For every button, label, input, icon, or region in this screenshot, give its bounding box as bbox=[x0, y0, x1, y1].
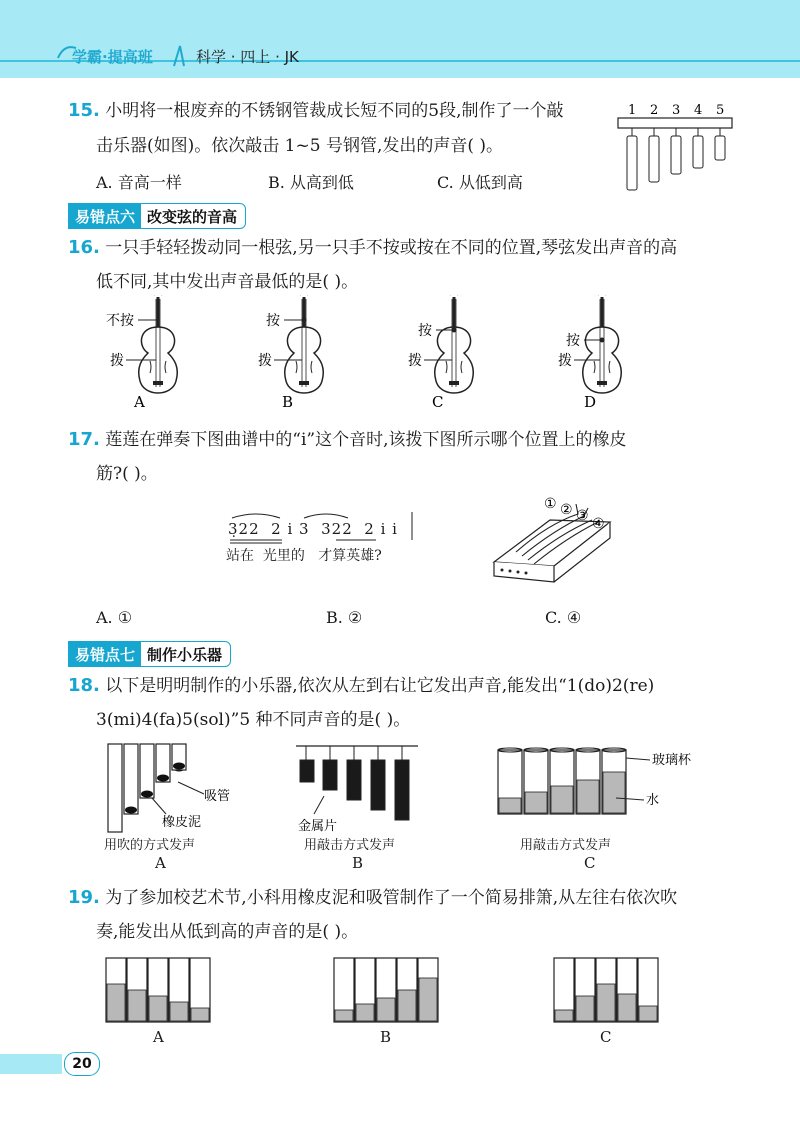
q18-c-water-label: 水 bbox=[646, 793, 660, 808]
q19-panpipe-c bbox=[554, 958, 658, 1022]
page-number: 20 bbox=[64, 1052, 100, 1076]
section7-tag: 易错点七 bbox=[69, 642, 141, 666]
q18-straw-instrument bbox=[100, 738, 230, 838]
q15-text1: 小明将一根废弃的不锈钢管裁成长短不同的5段,制作了一个敲 bbox=[105, 101, 564, 121]
q17-score-lyrics: 站在 光里的 才算英雄? bbox=[226, 548, 382, 564]
q19-text2: 奏,能发出从低到高的声音的是( )。 bbox=[96, 922, 359, 942]
subject-label: 科学 · 四上 · JK bbox=[196, 48, 299, 66]
q16-text2: 低不同,其中发出声音最低的是( )。 bbox=[96, 272, 359, 292]
q19-number: 19. bbox=[68, 887, 100, 908]
q16-violin-figures bbox=[96, 295, 716, 415]
q17-option-b[interactable]: B. ② bbox=[326, 608, 363, 627]
violin-a-top-label: 不按 bbox=[106, 313, 134, 329]
section6-heading bbox=[68, 203, 246, 229]
q18-a-caption: 用吹的方式发声 bbox=[104, 838, 196, 853]
q19-line1 bbox=[68, 888, 677, 908]
brand-title: 学霸·提高班 bbox=[72, 48, 153, 66]
q19-text1: 为了参加校艺术节,小科用橡皮泥和吸管制作了一个简易排箫,从左往右依次吹 bbox=[105, 888, 678, 908]
box-label-3: ③ bbox=[576, 508, 589, 524]
q19-panpipe-a bbox=[106, 958, 210, 1022]
q19-c-letter: C bbox=[600, 1028, 612, 1046]
q15-option-c[interactable]: C. 从低到高 bbox=[437, 173, 523, 192]
q15-line1 bbox=[68, 101, 564, 121]
q18-line1 bbox=[68, 676, 654, 696]
q18-b-letter: B bbox=[352, 854, 364, 872]
pipe-label-1: 1 bbox=[628, 103, 637, 118]
q18-a-clay-label: 橡皮泥 bbox=[162, 815, 202, 830]
violin-a-pluck-label: 拨 bbox=[110, 353, 124, 369]
box-label-4: ④ bbox=[592, 516, 605, 532]
pipe-label-2: 2 bbox=[650, 103, 659, 118]
box-label-1: ① bbox=[544, 496, 557, 512]
violin-d-top-label: 按 bbox=[566, 333, 580, 349]
q18-c-glass-label: 玻璃杯 bbox=[652, 753, 692, 768]
q18-b-caption: 用敲击方式发声 bbox=[304, 838, 396, 853]
q18-text1: 以下是明明制作的小乐器,依次从左到右让它发出声音,能发出“1(do)2(re) bbox=[105, 676, 655, 696]
q19-panpipe-b bbox=[334, 958, 438, 1022]
q18-a-letter: A bbox=[155, 854, 166, 872]
section7-heading bbox=[68, 641, 231, 667]
q16-text1: 一只手轻轻拨动同一根弦,另一只手不按或按在不同的位置,琴弦发出声音的高 bbox=[105, 238, 678, 258]
q18-b-metal-label: 金属片 bbox=[298, 819, 338, 834]
footer-band bbox=[0, 1054, 62, 1074]
q17-score-notes: 3̣22 2 i 3 322 2 i i bbox=[228, 520, 398, 538]
q15-text2: 击乐器(如图)。依次敲击 1~5 号钢管,发出的声音( )。 bbox=[96, 136, 504, 156]
violin-b-pluck-label: 拨 bbox=[258, 353, 272, 369]
violin-c-top-label: 按 bbox=[418, 323, 432, 339]
violin-b-letter: B bbox=[282, 393, 294, 411]
section6-name: 改变弦的音高 bbox=[147, 207, 238, 226]
pipe-label-4: 4 bbox=[694, 103, 703, 118]
q17-text2: 筋?( )。 bbox=[96, 464, 158, 484]
q17-option-a[interactable]: A. ① bbox=[96, 608, 133, 627]
violin-c-pluck-label: 拨 bbox=[408, 353, 422, 369]
q15-number: 15. bbox=[68, 100, 100, 121]
q17-rubber-band-box bbox=[488, 494, 628, 602]
q18-c-caption: 用敲击方式发声 bbox=[520, 838, 612, 853]
q19-a-letter: A bbox=[153, 1028, 164, 1046]
q16-number: 16. bbox=[68, 237, 100, 258]
q15-option-b[interactable]: B. 从高到低 bbox=[268, 173, 354, 192]
q17-line1 bbox=[68, 430, 627, 450]
violin-b-top-label: 按 bbox=[266, 313, 280, 329]
q18-glass-instrument bbox=[492, 744, 692, 824]
q15-option-a[interactable]: A. 音高一样 bbox=[96, 173, 182, 192]
q19-b-letter: B bbox=[380, 1028, 392, 1046]
q19-panpipe-figures bbox=[100, 952, 700, 1027]
q18-number: 18. bbox=[68, 675, 100, 696]
q16-line1 bbox=[68, 238, 677, 258]
pipe-label-5: 5 bbox=[716, 103, 725, 118]
violin-d-pluck-label: 拨 bbox=[558, 353, 572, 369]
q18-text2: 3(mi)4(fa)5(sol)”5 种不同声音的是( )。 bbox=[96, 710, 411, 730]
violin-c-letter: C bbox=[432, 393, 444, 411]
violin-d-letter: D bbox=[584, 393, 597, 411]
q17-text1: 莲莲在弹奏下图曲谱中的“i”这个音时,该拨下图所示哪个位置上的橡皮 bbox=[105, 430, 627, 450]
q18-a-straw-label: 吸管 bbox=[204, 789, 230, 804]
q17-number: 17. bbox=[68, 429, 100, 450]
pipe-label-3: 3 bbox=[672, 103, 681, 118]
section6-tag: 易错点六 bbox=[69, 204, 141, 228]
q18-metal-instrument bbox=[290, 742, 425, 837]
q17-score-marks bbox=[226, 508, 426, 544]
q17-option-c[interactable]: C. ④ bbox=[545, 608, 582, 627]
q15-pipe-chime-figure bbox=[612, 100, 742, 195]
box-label-2: ② bbox=[560, 502, 573, 518]
violin-a-letter: A bbox=[134, 393, 145, 411]
q18-c-letter: C bbox=[584, 854, 596, 872]
section7-name: 制作小乐器 bbox=[147, 645, 223, 664]
